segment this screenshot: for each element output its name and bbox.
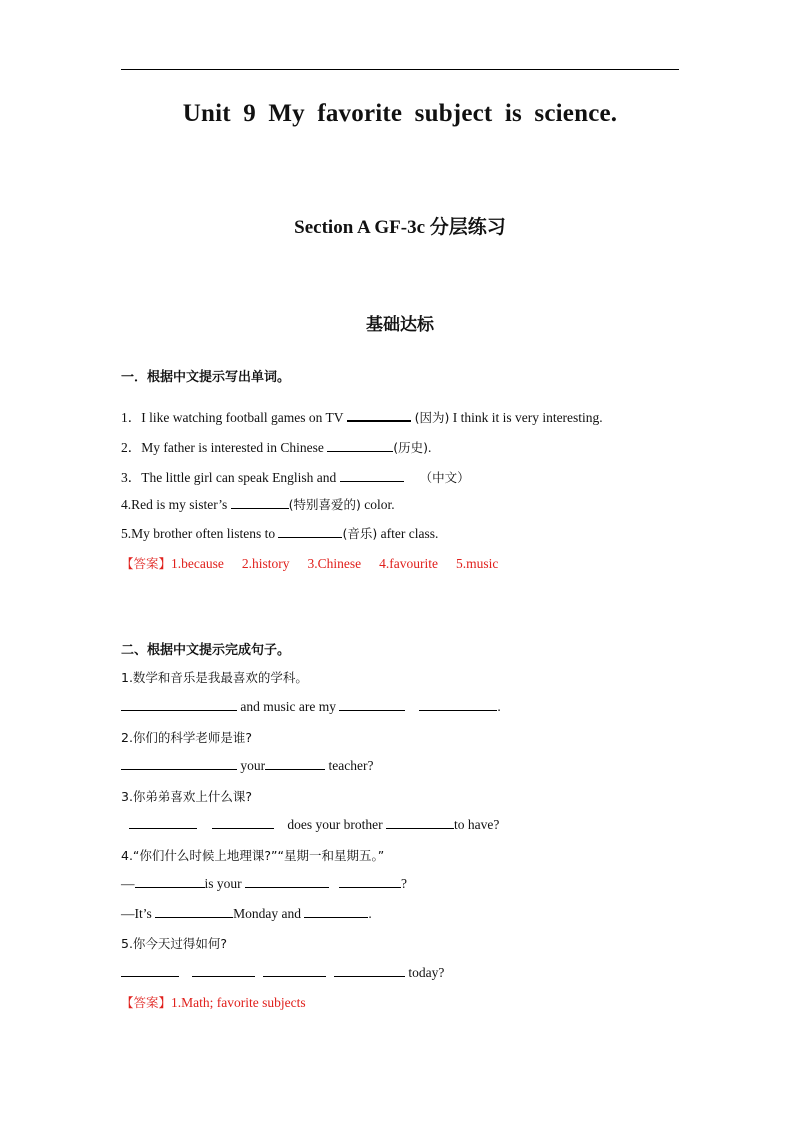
sentence-4-reply-end: .: [368, 906, 372, 921]
answer-label: 【答案】: [121, 556, 172, 571]
question-3: [121, 466, 470, 486]
sentence-1-text: and music are my: [237, 699, 340, 714]
sentence-blank[interactable]: [155, 905, 233, 918]
answer-item: 1.because: [171, 556, 224, 571]
question-2-text: 2．My father is interested in Chinese: [121, 440, 328, 455]
sentence-2-text-end: teacher?: [325, 758, 374, 773]
level-heading: 基础达标: [366, 315, 434, 335]
part2-answer: [121, 993, 306, 1011]
sentence-blank[interactable]: [263, 964, 326, 977]
question-4-text-end: color.: [360, 497, 395, 512]
sentence-blank[interactable]: [192, 964, 255, 977]
part1-answer: [121, 554, 516, 572]
answer-label: 【答案】: [121, 995, 172, 1010]
sentence-2-cn-text: 2.你们的科学老师是谁?: [121, 730, 253, 745]
sentence-1-cn-text: 1.数学和音乐是我最喜欢的学科。: [121, 670, 308, 685]
question-2-text-end: .: [427, 440, 432, 455]
sentence-blank[interactable]: [339, 698, 405, 711]
sentence-3-chinese: [121, 787, 252, 805]
sentence-1-chinese: [121, 668, 308, 686]
sentence-4-text-end: ?: [401, 876, 407, 891]
answer-item: 2.history: [241, 556, 290, 571]
answer-item: 4.favourite: [379, 556, 438, 571]
question-5-text-end: after class.: [377, 526, 439, 541]
part1-heading: 一．根据中文提示写出单词。: [121, 370, 291, 385]
sentence-5-english: [121, 964, 444, 981]
sentence-blank[interactable]: [129, 816, 197, 829]
sentence-4-english-1: [121, 875, 407, 892]
sentence-blank[interactable]: [386, 816, 454, 829]
sentence-blank[interactable]: [265, 757, 325, 770]
question-2-hint: (历史): [393, 440, 428, 455]
answer-blank-1[interactable]: [347, 408, 411, 422]
sentence-4-english-2: [121, 905, 372, 922]
sentence-blank[interactable]: [334, 964, 405, 977]
answer-item: 3.Chinese: [307, 556, 362, 571]
sentence-blank[interactable]: [419, 698, 497, 711]
sentence-3-text: does your brother: [284, 817, 386, 832]
page-title: Unit 9 My favorite subject is science.: [182, 100, 618, 127]
sentence-blank[interactable]: [121, 698, 237, 711]
question-4-text: 4.Red is my sister’s: [121, 497, 231, 512]
answer-item: 5.music: [456, 556, 499, 571]
sentence-5-cn-text: 5.你今天过得如何?: [121, 936, 228, 951]
answer-blank-4[interactable]: [231, 496, 289, 509]
sentence-blank[interactable]: [245, 875, 329, 888]
question-4-hint: (特别喜爱的): [288, 497, 361, 512]
sentence-1-english: and music are my .: [121, 698, 501, 715]
sentence-blank[interactable]: [304, 905, 368, 918]
sentence-4-reply-text: Monday and: [233, 906, 305, 921]
sentence-5-text-end: today?: [405, 965, 445, 980]
answer-item: 1.Math; favorite subjects: [171, 995, 306, 1010]
question-5-hint: (音乐): [342, 526, 378, 541]
sentence-blank[interactable]: [121, 757, 237, 770]
sentence-3-english: [121, 816, 499, 833]
sentence-3-cn-text: 3.你弟弟喜欢上什么课?: [121, 789, 253, 804]
sentence-2-english: [121, 757, 373, 774]
question-5-text: 5.My brother often listens to: [121, 526, 279, 541]
question-1-text: 1．I like watching football games on TV: [121, 410, 347, 425]
question-2: [121, 436, 431, 456]
question-3-hint: （中文）: [419, 470, 470, 485]
sentence-4-reply: —It’s: [121, 906, 156, 921]
sentence-3-text-end: to have?: [453, 817, 500, 832]
dialogue-dash: —: [121, 876, 135, 891]
question-1: [121, 406, 603, 426]
question-4: [121, 495, 395, 513]
sentence-2-text: your: [237, 758, 266, 773]
answer-blank-5[interactable]: [278, 525, 342, 538]
sentence-4-chinese: [121, 846, 384, 864]
question-1-text-end: I think it is very interesting.: [449, 410, 603, 425]
question-3-text: 3．The little girl can speak English and: [121, 470, 340, 485]
question-1-hint: (因为): [410, 410, 450, 425]
sentence-blank[interactable]: [121, 964, 179, 977]
sentence-blank[interactable]: [339, 875, 401, 888]
question-5: [121, 524, 438, 542]
sentence-5-chinese: [121, 934, 227, 952]
sentence-blank[interactable]: [135, 875, 205, 888]
part2-heading: 二、根据中文提示完成句子。: [121, 643, 291, 658]
answer-blank-2[interactable]: [327, 439, 393, 452]
sentence-4-cn-text: 4.“你们什么时候上地理课?”“星期一和星期五。”: [121, 848, 385, 863]
section-subtitle: Section A GF-3c 分层练习: [294, 217, 506, 238]
header-rule: [121, 69, 679, 70]
sentence-2-chinese: [121, 728, 252, 746]
answer-blank-3[interactable]: [340, 469, 404, 482]
sentence-blank[interactable]: [212, 816, 274, 829]
sentence-4-text: is your: [204, 876, 245, 891]
